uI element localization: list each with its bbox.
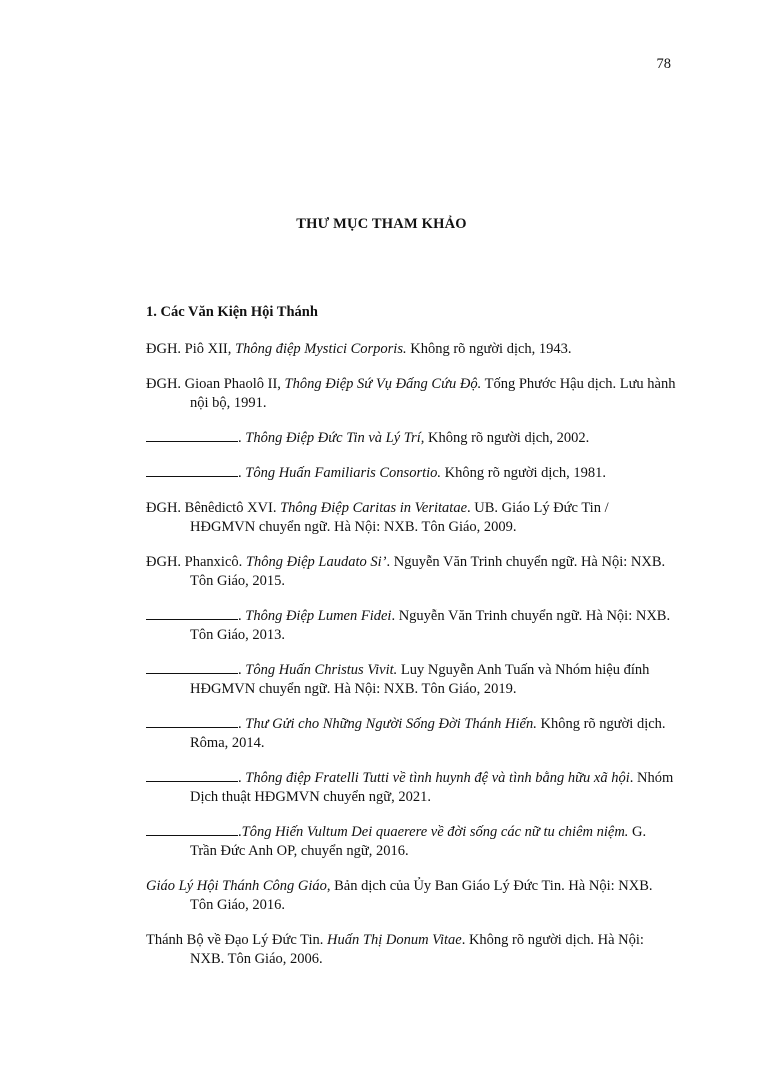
reference-details: . Nhóm Dịch thuật HĐGMVN chuyển ngữ, 2021. xyxy=(190,770,674,805)
reference-work-title: Thông Điệp Laudato Si’ xyxy=(245,554,387,570)
reference-details: Không rõ người dịch. Rôma, 2014. xyxy=(190,716,666,751)
reference-work-title: Thông Điệp Caritas in Veritatae xyxy=(280,500,468,516)
same-author-dash xyxy=(146,464,238,477)
reference-details: Không rõ người dịch, 1981. xyxy=(441,465,606,481)
reference-details: Không rõ người dịch, 2002. xyxy=(424,430,590,446)
reference-author: . xyxy=(238,465,246,481)
reference-author: ĐGH. Piô XII, xyxy=(146,341,236,357)
same-author-dash xyxy=(146,769,238,782)
reference-list xyxy=(146,340,676,985)
reference-author: . xyxy=(238,824,242,840)
reference-work-title: Thông Điệp Lumen Fidei xyxy=(245,608,392,624)
reference-work-title: Tông Hiến Vultum Dei quaerere về đời sống các nữ tu chiêm niệm. xyxy=(241,824,629,840)
reference-details: G. Trần Đức Anh OP, chuyển ngữ, 2016. xyxy=(190,824,647,859)
reference-item xyxy=(146,499,676,537)
reference-item xyxy=(146,464,676,483)
reference-work-title: Tông Huấn Familiaris Consortio. xyxy=(245,465,442,481)
same-author-dash xyxy=(146,823,238,836)
reference-item xyxy=(146,429,676,448)
reference-item xyxy=(146,607,676,645)
reference-work-title: Thông Điệp Sứ Vụ Đấng Cứu Độ. xyxy=(284,376,482,392)
reference-item xyxy=(146,823,676,861)
section-heading: 1. Các Văn Kiện Hội Thánh xyxy=(146,304,318,320)
reference-details: . Nguyễn Văn Trinh chuyển ngữ. Hà Nội: NXB. Tôn Giáo, 2013. xyxy=(190,608,671,643)
reference-work-title: Thông điệp Mystici Corporis. xyxy=(235,341,407,357)
reference-author: ĐGH. Phanxicô. xyxy=(146,554,246,570)
reference-work-title: Giáo Lý Hội Thánh Công Giáo xyxy=(146,878,327,894)
same-author-dash xyxy=(146,607,238,620)
reference-author: . xyxy=(238,662,246,678)
reference-details: , Bản dịch của Ủy Ban Giáo Lý Đức Tin. Hà Nội: NXB. Tôn Giáo, 2016. xyxy=(190,878,653,913)
reference-work-title: Thông điệp Fratelli Tutti về tình huynh đệ và tình bằng hữu xã hội xyxy=(245,770,630,786)
reference-details: . Không rõ người dịch. Hà Nội: NXB. Tôn Giáo, 2006. xyxy=(190,932,644,967)
reference-details: . Nguyễn Văn Trinh chuyển ngữ. Hà Nội: NXB. Tôn Giáo, 2015. xyxy=(190,554,666,589)
reference-item xyxy=(146,877,676,915)
reference-item xyxy=(146,661,676,699)
reference-details: Không rõ người dịch, 1943. xyxy=(406,341,572,357)
reference-item xyxy=(146,375,676,413)
reference-author: ĐGH. Bênêdictô XVI. xyxy=(146,500,281,516)
reference-details: . UB. Giáo Lý Đức Tin / HĐGMVN chuyển ngữ. Hà Nội: NXB. Tôn Giáo, 2009. xyxy=(190,500,609,535)
page-title: THƯ MỤC THAM KHẢO xyxy=(296,216,467,232)
reference-work-title: Thư Gửi cho Những Người Sống Đời Thánh Hiến. xyxy=(245,716,537,732)
page-number: 78 xyxy=(656,56,671,72)
reference-item xyxy=(146,553,676,591)
reference-work-title: Thông Điệp Đức Tin và Lý Trí, xyxy=(245,430,425,446)
same-author-dash xyxy=(146,661,238,674)
reference-item xyxy=(146,931,676,969)
reference-author: ĐGH. Gioan Phaolô II, xyxy=(146,376,285,392)
reference-author: . xyxy=(238,608,246,624)
reference-work-title: Tông Huấn Christus Vivit. xyxy=(245,662,398,678)
reference-work-title: Huấn Thị Donum Vitae xyxy=(327,932,462,948)
same-author-dash xyxy=(146,715,238,728)
reference-author: . xyxy=(238,716,246,732)
same-author-dash xyxy=(146,429,238,442)
reference-item xyxy=(146,715,676,753)
reference-author: Thánh Bộ về Đạo Lý Đức Tin. xyxy=(146,932,328,948)
reference-details: Tống Phước Hậu dịch. Lưu hành nội bộ, 1991. xyxy=(190,376,676,411)
reference-item xyxy=(146,340,676,359)
reference-author: . xyxy=(238,770,246,786)
reference-details: Luy Nguyễn Anh Tuấn và Nhóm hiệu đính HĐGMVN chuyển ngữ. Hà Nội: NXB. Tôn Giáo, 2019. xyxy=(190,662,650,697)
reference-item xyxy=(146,769,676,807)
reference-author: . xyxy=(238,430,246,446)
